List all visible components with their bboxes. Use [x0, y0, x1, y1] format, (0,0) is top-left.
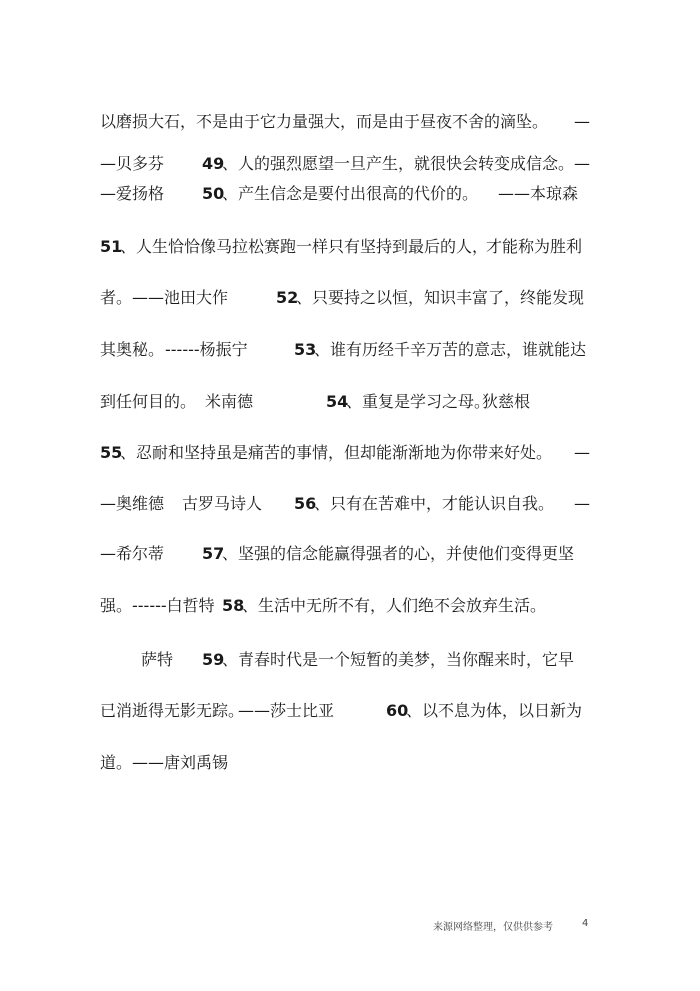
line-8-dash: —: [574, 443, 590, 462]
quote-number-58: 58: [222, 596, 245, 615]
quote-56-text: 、只有在苦难中，才能认识自我。: [314, 494, 555, 513]
line-3-author: —爱扬格: [100, 184, 165, 203]
quote-55-text: 、忍耐和坚持虽是痛苦的事情，但却能渐渐地为你带来好处。: [120, 443, 553, 462]
text-line-14: [100, 749, 590, 777]
line-13-text: 已消逝得无影无踪。: [100, 701, 245, 720]
text-line-10: [100, 540, 590, 568]
quote-51-text-end: 才能称为胜利: [486, 237, 583, 256]
text-line-13: [100, 697, 590, 725]
footer-page-number: 4: [582, 918, 589, 929]
line-11-text: 强。: [100, 596, 133, 615]
quote-number-57: 57: [202, 544, 225, 563]
quote-58-text: 、生活中无所不有，人们绝不会放弃生活。: [242, 596, 547, 615]
line-13-author: ——莎士比亚: [238, 701, 335, 720]
line-1-text: 以磨损大石，不是由于它力量强大，而是由于昼夜不舍的滴坠。: [100, 112, 549, 131]
quote-number-56: 56: [294, 494, 317, 513]
text-line-4: [100, 233, 590, 261]
quote-60-text: 、以不息为体，以日新为: [406, 701, 583, 720]
line-11-author: ------白哲特: [132, 596, 215, 615]
text-line-11: [100, 592, 590, 620]
line-6-author: ------杨振宁: [165, 340, 248, 359]
line-12-author: 萨特: [141, 650, 174, 669]
quote-49-text: 、人的强烈愿望一旦产生，就很快会转变成信念。—: [222, 154, 591, 173]
text-line-9: [100, 490, 590, 518]
line-2-author: —贝多芬: [100, 154, 165, 173]
quote-number-60: 60: [386, 701, 409, 720]
line-9-author: —奥维德: [100, 494, 165, 513]
quote-number-55: 55: [100, 443, 123, 462]
quote-57-text: 、坚强的信念能赢得强者的心，并使他们变得更坚: [222, 544, 575, 563]
line-7-text: 到任何目的。: [100, 392, 197, 411]
quote-54-text: 、重复是学习之母。: [346, 392, 491, 411]
quote-number-50: 50: [202, 184, 225, 203]
text-line-12: [100, 646, 590, 674]
line-14-text: 道。——唐刘禹锡: [100, 753, 229, 772]
line-7-author: 米南德: [205, 392, 254, 411]
line-6-text: 其奥秘。: [100, 340, 165, 359]
quote-51-text: 、人生恰恰像马拉松赛跑一样只有坚持到最后的人，: [120, 237, 489, 256]
quote-number-49: 49: [202, 154, 225, 173]
quote-54-author: 狄慈根: [482, 392, 531, 411]
quote-59-text: 、青春时代是一个短暂的美梦，当你醒来时，它早: [222, 650, 575, 669]
text-line-2: [100, 150, 590, 178]
line-10-author: —希尔蒂: [100, 544, 165, 563]
quote-50-text: 、产生信念是要付出很高的代价的。: [222, 184, 479, 203]
text-line-5: [100, 284, 590, 312]
line-5-author: 者。——池田大作: [100, 288, 229, 307]
quote-number-59: 59: [202, 650, 225, 669]
text-line-3: [100, 180, 590, 208]
line-1-dash: —: [574, 112, 590, 131]
quote-53-text: 、谁有历经千辛万苦的意志，谁就能达: [314, 340, 587, 359]
text-line-7: [100, 388, 590, 416]
line-9-dash: —: [574, 494, 590, 513]
footer-source-note: 来源网络整理，仅供供参考: [433, 922, 553, 933]
text-line-8: [100, 439, 590, 467]
quote-number-51: 51: [100, 237, 123, 256]
quote-52-text: 、只要持之以恒，知识丰富了，终能发现: [296, 288, 585, 307]
quote-number-53: 53: [294, 340, 317, 359]
text-line-1: [100, 108, 590, 136]
text-line-6: [100, 336, 590, 364]
quote-number-54: 54: [326, 392, 349, 411]
quote-number-52: 52: [276, 288, 299, 307]
quote-50-author: ——本琼森: [498, 184, 579, 203]
line-9-author-note: 古罗马诗人: [182, 494, 263, 513]
